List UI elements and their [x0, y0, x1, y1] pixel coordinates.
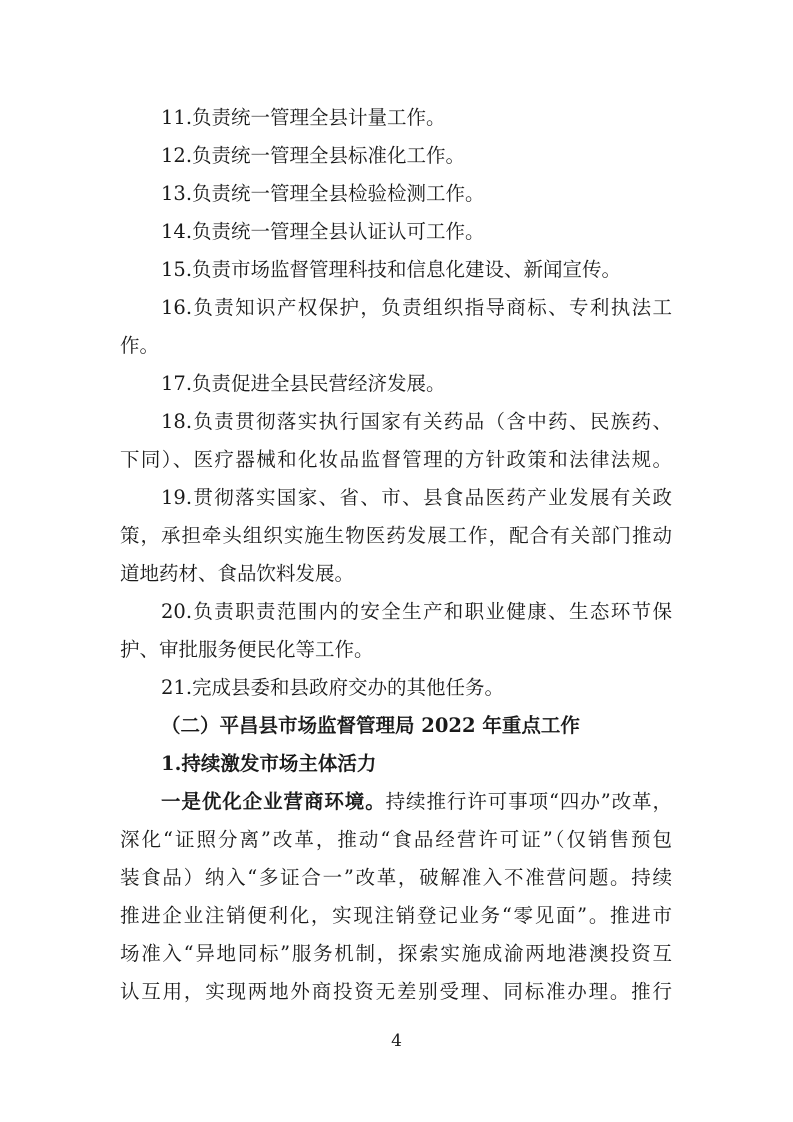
item-16-line-2: 作。	[120, 334, 160, 357]
paragraph-line-1	[161, 789, 672, 815]
paragraph-line-6: 认互用，实现两地外商投资无差别受理、同标准办理。推行	[120, 980, 672, 1003]
page-number: 4	[391, 1031, 402, 1051]
paragraph-lead: 一是优化企业营商环境。	[161, 790, 386, 813]
item-16-line-1: 16.负责知识产权保护，负责组织指导商标、专利执法工	[161, 296, 672, 319]
paragraph-line-5: 场准入“异地同标”服务机制，探索实施成渝两地港澳投资互	[120, 942, 672, 965]
item-19-line-1: 19.贯彻落实国家、省、市、县食品医药产业发展有关政	[161, 486, 672, 509]
paragraph-line-2: 深化“证照分离”改革，推动“食品经营许可证”（仅销售预包	[120, 828, 672, 851]
item-18-line-1: 18.负责贯彻落实执行国家有关药品（含中药、民族药、	[161, 410, 672, 433]
item-13: 13.负责统一管理全县检验检测工作。	[161, 182, 485, 205]
item-19-line-2: 策，承担牵头组织实施生物医药发展工作，配合有关部门推动	[120, 524, 672, 547]
item-17: 17.负责促进全县民营经济发展。	[161, 372, 446, 395]
item-19-line-3: 道地药材、食品饮料发展。	[120, 562, 355, 585]
item-12: 12.负责统一管理全县标准化工作。	[161, 144, 466, 167]
section-heading: （二）平昌县市场监督管理局 2022 年重点工作	[161, 714, 580, 737]
paragraph-first-rest: 持续推行许可事项“四办”改革，	[385, 790, 672, 813]
item-20-line-1: 20.负责职责范围内的安全生产和职业健康、生态环节保	[161, 600, 672, 623]
item-11: 11.负责统一管理全县计量工作。	[161, 106, 446, 129]
item-15: 15.负责市场监督管理科技和信息化建设、新闻宣传。	[161, 258, 622, 281]
subheading: 1.持续激发市场主体活力	[161, 752, 377, 775]
item-18-line-2: 下同）、医疗器械和化妆品监督管理的方针政策和法律法规。	[120, 448, 672, 471]
paragraph-line-3: 装食品）纳入“多证合一”改革，破解准入不准营问题。持续	[120, 866, 672, 889]
paragraph-line-4: 推进企业注销便利化，实现注销登记业务“零见面”。推进市	[120, 904, 672, 927]
item-20-line-2: 护、审批服务便民化等工作。	[120, 638, 374, 661]
item-14: 14.负责统一管理全县认证认可工作。	[161, 220, 485, 243]
item-21: 21.完成县委和县政府交办的其他任务。	[161, 676, 505, 699]
